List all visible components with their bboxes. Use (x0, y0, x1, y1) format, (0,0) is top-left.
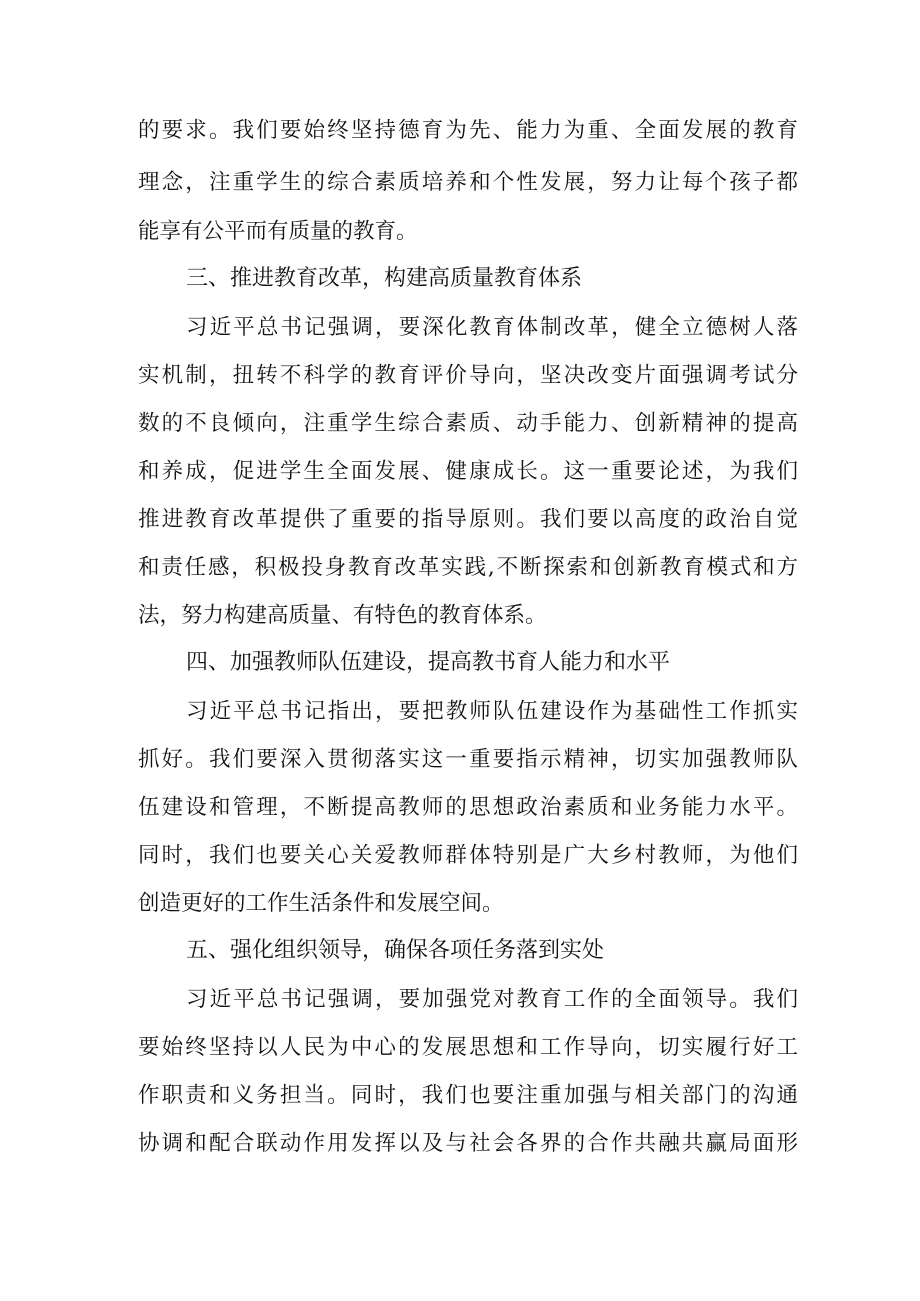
section-5-line-3: 作职责和义务担当。同时，我们也要注重加强与相关部门的沟通 (138, 1083, 798, 1108)
section-5-line-1: 习近平总书记强调，要加强党对教育工作的全面领导。我们 (186, 987, 798, 1012)
section-heading-5: 五、强化组织领导，确保各项任务落到实处 (186, 938, 605, 963)
section-3-line-5: 推进教育改革提供了重要的指导原则。我们要以高度的政治自觉 (138, 507, 798, 532)
section-4-line-5: 创造更好的工作生活条件和发展空间。 (138, 891, 504, 916)
section-3-line-6: 和责任感，积极投身教育改革实践,不断探索和创新教育模式和方 (138, 555, 798, 580)
section-3-line-2: 实机制，扭转不科学的教育评价导向，坚决改变片面强调考试分 (138, 363, 798, 388)
section-4-line-1: 习近平总书记指出，要把教师队伍建设作为基础性工作抓实 (186, 699, 798, 724)
section-4-line-4: 同时，我们也要关心关爱教师群体特别是广大乡村教师，为他们 (138, 843, 798, 868)
section-3-line-7: 法，努力构建高质量、有特色的教育体系。 (138, 603, 547, 628)
section-4-line-3: 伍建设和管理，不断提高教师的思想政治素质和业务能力水平。 (138, 795, 798, 820)
section-heading-4: 四、加强教师队伍建设，提高教书育人能力和水平 (186, 650, 671, 675)
intro-line-3: 能享有公平而有质量的教育。 (138, 219, 418, 244)
section-4-line-2: 抓好。我们要深入贯彻落实这一重要指示精神，切实加强教师队 (138, 747, 798, 772)
section-3-line-3: 数的不良倾向，注重学生综合素质、动手能力、创新精神的提高 (138, 411, 798, 436)
intro-line-2: 理念，注重学生的综合素质培养和个性发展，努力让每个孩子都 (138, 170, 798, 195)
section-3-line-1: 习近平总书记强调，要深化教育体制改革，健全立德树人落 (186, 315, 798, 340)
section-heading-3: 三、推进教育改革，构建高质量教育体系 (186, 266, 583, 291)
section-3-line-4: 和养成，促进学生全面发展、健康成长。这一重要论述，为我们 (138, 459, 798, 484)
intro-line-1: 的要求。我们要始终坚持德育为先、能力为重、全面发展的教育 (138, 118, 798, 143)
section-5-line-2: 要始终坚持以人民为中心的发展思想和工作导向，切实履行好工 (138, 1035, 798, 1060)
section-5-line-4: 协调和配合联动作用发挥以及与社会各界的合作共融共赢局面形 (138, 1131, 798, 1156)
